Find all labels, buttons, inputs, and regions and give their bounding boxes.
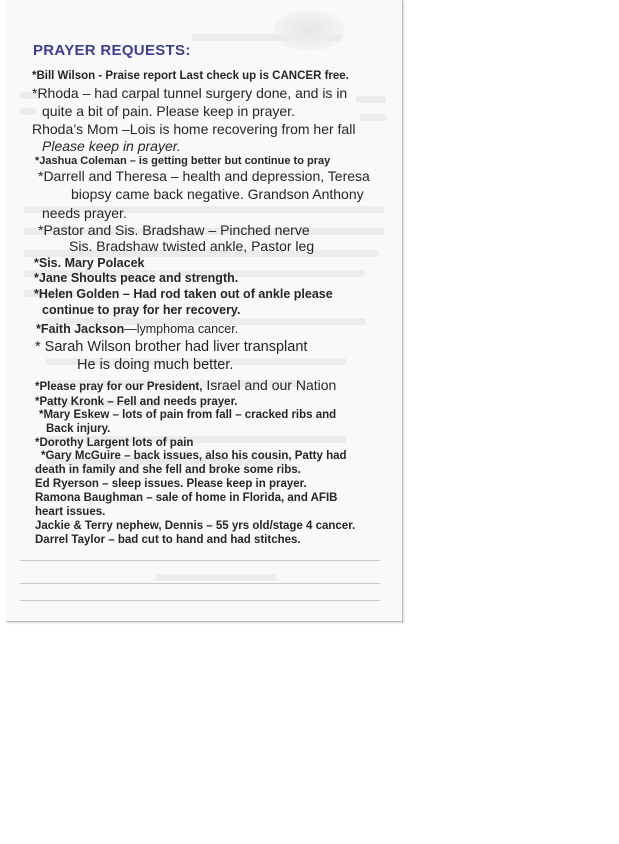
show-through-line	[192, 34, 342, 41]
request-line: Ramona Baughman – sale of home in Florida, and AFIB	[35, 492, 338, 504]
divider-line	[20, 600, 380, 601]
request-line: continue to pray for her recovery.	[42, 303, 241, 317]
request-line: Darrel Taylor – bad cut to hand and had stitches.	[35, 534, 301, 546]
divider-line	[20, 560, 380, 561]
divider-line	[20, 583, 380, 584]
request-line	[36, 322, 238, 336]
request-line: biopsy came back negative. Grandson Anthony	[71, 186, 364, 202]
request-prefix: *Please pray for our President,	[35, 381, 203, 393]
page-title: PRAYER REQUESTS:	[33, 42, 191, 59]
request-line: needs prayer.	[42, 205, 127, 221]
request-line: Jackie & Terry nephew, Dennis – 55 yrs old/stage 4 cancer.	[35, 520, 356, 532]
request-line: *Jashua Coleman – is getting better but continue to pray	[35, 155, 331, 167]
show-through-seal	[274, 10, 344, 50]
request-line: Please keep in prayer.	[42, 138, 181, 154]
request-line: Ed Ryerson – sleep issues. Please keep in prayer.	[35, 478, 307, 490]
show-through-line	[156, 574, 276, 581]
request-detail: —lymphoma cancer.	[124, 322, 239, 336]
show-through-line	[356, 96, 386, 103]
show-through-line	[20, 108, 36, 115]
request-line: *Rhoda – had carpal tunnel surgery done, and is in	[32, 85, 348, 101]
bulletin-page	[6, 0, 403, 622]
request-line: *Gary McGuire – back issues, also his cousin, Patty had	[41, 450, 347, 462]
request-line: *Bill Wilson - Praise report Last check up is CANCER free.	[32, 70, 349, 82]
request-line	[35, 377, 336, 393]
request-line: *Mary Eskew – lots of pain from fall – cracked ribs and	[39, 409, 337, 421]
request-line: * Sarah Wilson brother had liver transplant	[35, 339, 308, 355]
request-line: heart issues.	[35, 506, 106, 518]
request-line: He is doing much better.	[77, 357, 234, 373]
request-line: *Patty Kronk – Fell and needs prayer.	[35, 396, 238, 408]
request-line: *Sis. Mary Polacek	[34, 256, 145, 270]
request-line: Sis. Bradshaw twisted ankle, Pastor leg	[69, 238, 315, 254]
show-through-line	[360, 114, 386, 121]
request-line: death in family and she fell and broke some ribs.	[35, 464, 301, 476]
request-line: Back injury.	[46, 423, 111, 435]
request-line: *Pastor and Sis. Bradshaw – Pinched nerve	[38, 222, 310, 238]
request-line: *Darrell and Theresa – health and depression, Teresa	[38, 168, 370, 184]
request-line: *Dorothy Largent lots of pain	[35, 437, 194, 449]
request-line: *Helen Golden – Had rod taken out of ankle please	[34, 287, 333, 301]
request-line: Rhoda’s Mom –Lois is home recovering from her fall	[32, 121, 356, 137]
request-detail: Israel and our Nation	[202, 377, 337, 393]
request-line: *Jane Shoults peace and strength.	[34, 271, 239, 285]
request-line: quite a bit of pain. Please keep in prayer.	[42, 103, 295, 119]
request-name: *Faith Jackson	[36, 322, 125, 336]
